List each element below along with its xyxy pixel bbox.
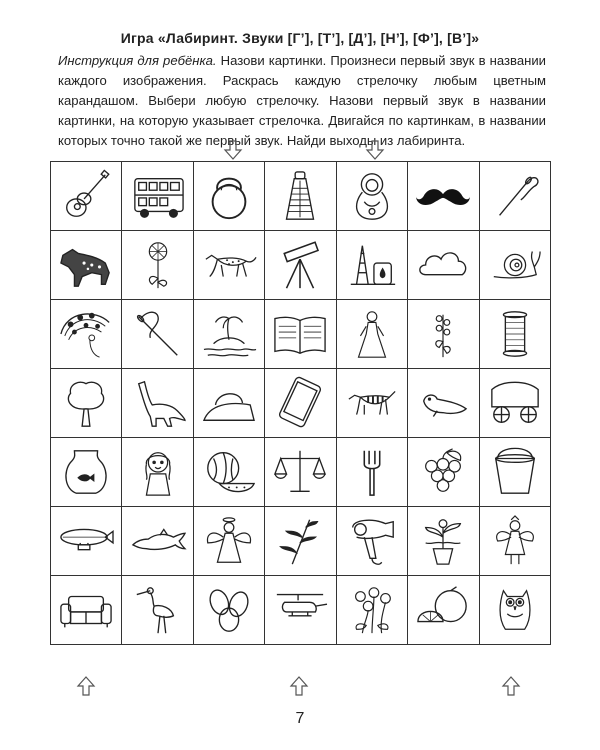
dolphin-icon — [129, 514, 187, 568]
arrow-up-icon[interactable] — [288, 675, 310, 697]
matryoshka-icon — [343, 169, 401, 223]
bucket-icon — [486, 445, 544, 499]
watermelon-icon — [200, 445, 258, 499]
maze-cell — [122, 438, 193, 507]
maze-cell — [408, 300, 479, 369]
maze-cell — [51, 576, 122, 645]
maze-cell — [194, 231, 265, 300]
maze-cell — [337, 231, 408, 300]
maze-cell — [265, 300, 336, 369]
flower-branch-icon — [414, 307, 472, 361]
orange-icon — [414, 583, 472, 637]
maze-cell — [337, 438, 408, 507]
dandelion-icon — [129, 238, 187, 292]
guitar-icon — [57, 169, 115, 223]
peacock-icon — [57, 307, 115, 361]
maze-cell — [194, 369, 265, 438]
girl-dress-icon — [343, 307, 401, 361]
thread-spool-icon — [486, 307, 544, 361]
maze-cell — [51, 231, 122, 300]
hyena-icon — [57, 238, 115, 292]
maze-cell — [337, 576, 408, 645]
dinosaur-icon — [129, 376, 187, 430]
maze-cell — [194, 438, 265, 507]
wagon-icon — [486, 376, 544, 430]
snail-icon — [486, 238, 544, 292]
book-icon — [271, 307, 329, 361]
houseplant-icon — [414, 514, 472, 568]
maze-cell — [480, 300, 551, 369]
maze-cell — [51, 300, 122, 369]
maze-cell — [408, 438, 479, 507]
girl-icon — [129, 445, 187, 499]
fishbowl-icon — [57, 445, 115, 499]
maze-cell — [337, 300, 408, 369]
maze-cell — [480, 162, 551, 231]
grapes-icon — [414, 445, 472, 499]
tablet-icon — [271, 376, 329, 430]
branch-icon — [271, 514, 329, 568]
arrow-down-icon[interactable] — [364, 139, 386, 161]
maze-cell — [408, 576, 479, 645]
arrow-up-icon[interactable] — [75, 675, 97, 697]
maze-cell — [265, 576, 336, 645]
page-title: Игра «Лабиринт. Звуки [Г’], [Т’], [Д’], [Н’], [Ф’], [В’]» — [120, 30, 480, 46]
maze-cell — [51, 369, 122, 438]
violets-icon — [343, 583, 401, 637]
maze-cell — [337, 162, 408, 231]
maze-cell — [265, 162, 336, 231]
maze-cell — [122, 231, 193, 300]
hairdryer-icon — [343, 514, 401, 568]
arrow-down-icon[interactable] — [222, 139, 244, 161]
kettlebell-icon — [200, 169, 258, 223]
airship-icon — [57, 514, 115, 568]
stork-icon — [129, 583, 187, 637]
maze-cell — [265, 438, 336, 507]
maze-cell — [122, 300, 193, 369]
instructions-text: Назови картинки. Произнеси первый звук в названии каждого изображения. Раскрась каждую стрелочку любым цветным карандашом. Выбери любую стрелочку. Назови первый звук в названии картинки, на которую указывает стрелочка. Двигайся по картинкам, в названии которых точно такой же первый звук. Найди выходы из лабиринта. — [58, 53, 546, 148]
cloud-icon — [414, 238, 472, 292]
maze-cell — [408, 162, 479, 231]
maze-cell — [51, 507, 122, 576]
maze-cell — [337, 507, 408, 576]
angel-icon — [200, 514, 258, 568]
fork-icon — [343, 445, 401, 499]
tree-icon — [57, 376, 115, 430]
mustache-icon — [414, 169, 472, 223]
dates-icon — [200, 583, 258, 637]
maze-cell — [194, 507, 265, 576]
maze-cell — [480, 576, 551, 645]
maze-cell — [194, 162, 265, 231]
scales-icon — [271, 445, 329, 499]
oil-derrick-icon — [343, 238, 401, 292]
instructions — [58, 51, 546, 151]
maze-cell — [480, 369, 551, 438]
island-icon — [200, 307, 258, 361]
maze-cell — [122, 576, 193, 645]
maze-cell — [265, 507, 336, 576]
grater-icon — [271, 169, 329, 223]
maze-cell — [265, 369, 336, 438]
maze-cell — [122, 507, 193, 576]
page-number: 7 — [295, 710, 305, 727]
sofa-icon — [57, 583, 115, 637]
maze-cell — [51, 162, 122, 231]
needle-icon — [486, 169, 544, 223]
maze-cell — [480, 438, 551, 507]
maze-cell — [480, 231, 551, 300]
maze-cell — [122, 162, 193, 231]
fairy-icon — [486, 514, 544, 568]
bus-icon — [129, 169, 187, 223]
needle-thread-icon — [129, 307, 187, 361]
maze-cell — [51, 438, 122, 507]
arrow-up-icon[interactable] — [500, 675, 522, 697]
maze-cell — [408, 369, 479, 438]
maze-cell — [337, 369, 408, 438]
telescope-icon — [271, 238, 329, 292]
tiger-icon — [343, 376, 401, 430]
helicopter-icon — [271, 583, 329, 637]
maze-grid — [50, 161, 551, 645]
maze-cell — [194, 576, 265, 645]
maze-cell — [408, 507, 479, 576]
seal-icon — [414, 376, 472, 430]
maze-cell — [408, 231, 479, 300]
instructions-lead: Инструкция для ребёнка. — [58, 53, 217, 68]
maze-cell — [122, 369, 193, 438]
maze-cell — [265, 231, 336, 300]
maze-cell — [480, 507, 551, 576]
iron-icon — [200, 376, 258, 430]
owl-icon — [486, 583, 544, 637]
cheetah-icon — [200, 238, 258, 292]
maze-cell — [194, 300, 265, 369]
